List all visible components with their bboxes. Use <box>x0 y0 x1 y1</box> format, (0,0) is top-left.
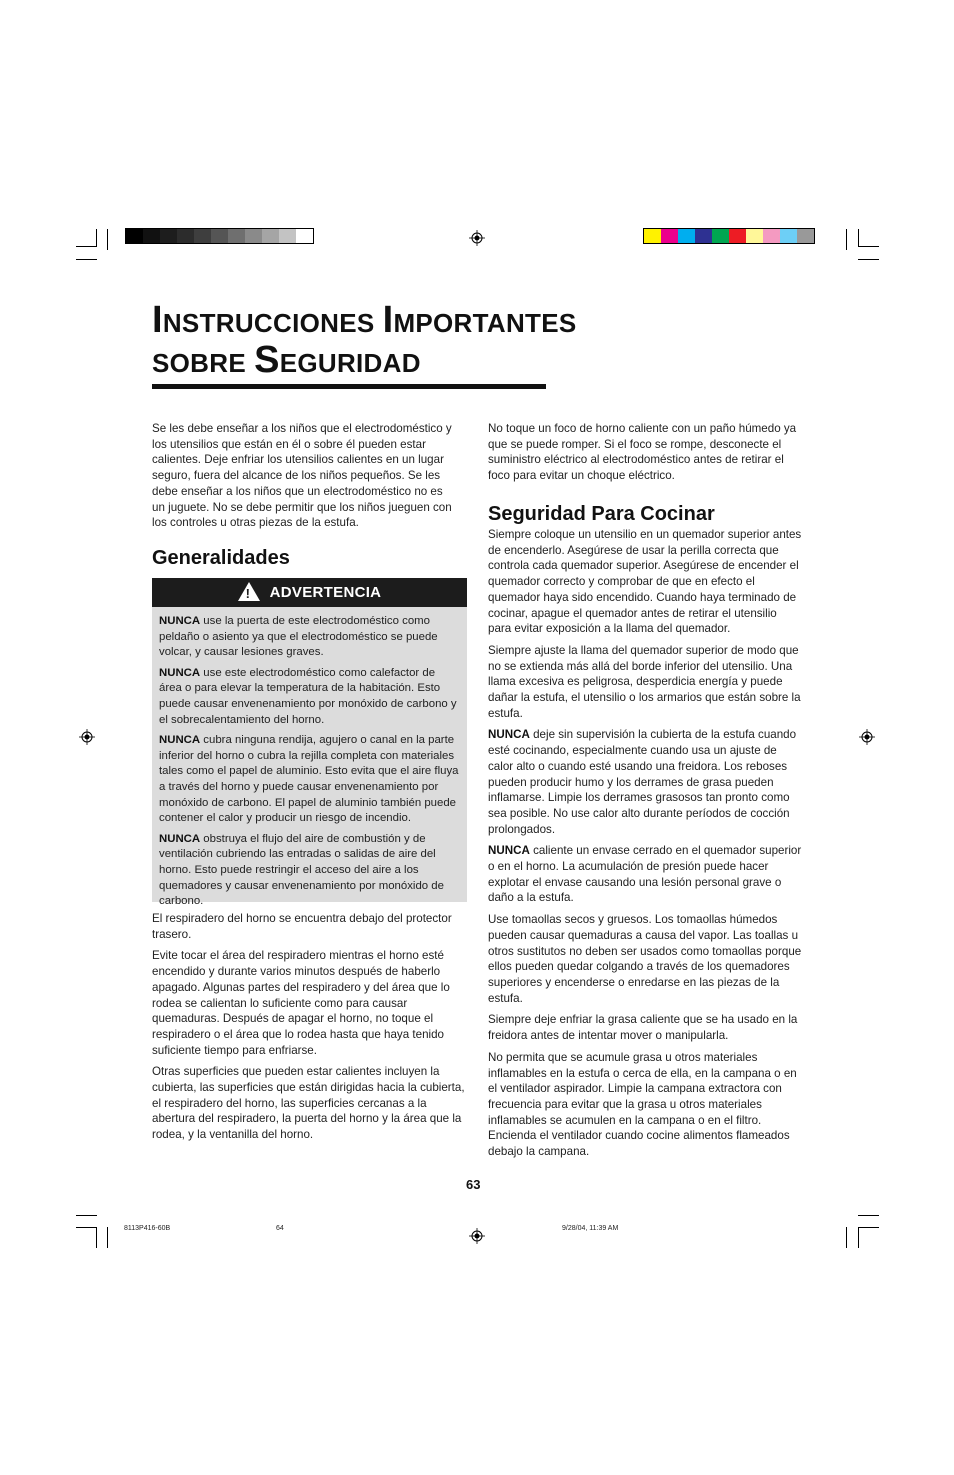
calibration-swatch <box>262 229 279 243</box>
body-paragraph: El respiradero del horno se encuentra debajo del protector trasero. <box>152 912 452 941</box>
body-paragraph: Siempre coloque un utensilio en un quemador superior antes de encenderlo. Asegúrese de usar la perilla correcta que controla cada quemador superior. Asegúrese de encender el quemador correcto y comprobar de que en efecto el quemador haya sido encendido. Cuando haya terminado de cocinar, apague el quemador antes de retirar el utensilio para evitar exposición a la llama del quemador. <box>488 528 802 636</box>
title-underline <box>152 384 546 389</box>
crop-mark <box>858 1215 879 1216</box>
color-calibration-bar <box>643 228 815 244</box>
calibration-swatch <box>780 229 797 243</box>
crop-mark <box>96 229 97 247</box>
footer-date: 9/28/04, 11:39 AM <box>562 1225 619 1232</box>
warning-label: ADVERTENCIA <box>269 584 382 601</box>
warning-item: NUNCA use este electrodoméstico como calefactor de área o para elevar la temperatura de la habitación. Esto puede causar envenenamiento por monóxido de carbono y el sobrecalentamiento del horno. <box>159 666 457 726</box>
crop-mark <box>96 1227 97 1248</box>
left-column-body <box>152 911 466 1149</box>
calibration-swatch <box>661 229 678 243</box>
registration-mark-icon <box>469 230 485 246</box>
calibration-swatch <box>712 229 729 243</box>
calibration-swatch <box>228 229 245 243</box>
footer-page: 64 <box>276 1225 284 1232</box>
page-number: 63 <box>466 1177 481 1192</box>
warning-box <box>152 578 467 908</box>
body-paragraph: NUNCA deje sin supervisión la cubierta de la estufa cuando esté cocinando, especialmente cuando usa un ajuste de calor alto o cuando esté usando una freidora. Los reboses pueden producir humo y los derrames de grasa pueden inflamarse. Limpie los derrames grasosos tan pronto como sea posible. No use calor alto durante períodos de cocción prolongados. <box>488 728 797 836</box>
warning-body <box>152 607 467 910</box>
calibration-swatch <box>678 229 695 243</box>
crop-mark <box>107 229 108 250</box>
left-section-heading <box>152 546 462 570</box>
left-column-intro <box>152 421 457 537</box>
crop-mark <box>858 229 859 247</box>
registration-mark-icon <box>469 1228 485 1244</box>
warning-item: NUNCA cubra ninguna rendija, agujero o canal en la parte inferior del horno o cubra la rejilla completa con materiales tales como el papel de aluminio. Esto evita que el aire fluya a través del horno y puede causar envenenamiento por monóxido de carbono. El papel de aluminio también puede contener el calor y producir un riesgo de incendio. <box>159 734 459 825</box>
body-paragraph: No permita que se acumule grasa u otros materiales inflamables en la estufa o cerca de ella, en la campana o en el ventilador aspirador. Limpie la campana extractora con frecuencia para evitar que la grasa u otros materiales inflamables se acumulen en la campana o en el filtro. Encienda el ventilador cuando cocine alimentos flameados debajo la campana. <box>488 1050 797 1159</box>
warning-item: NUNCA use la puerta de este electrodoméstico como peldaño o asiento ya que el electrodoméstico se puede volcar, y causar lesiones graves. <box>159 615 438 659</box>
calibration-swatch <box>695 229 712 243</box>
calibration-swatch <box>729 229 746 243</box>
crop-mark <box>858 259 879 260</box>
crop-mark <box>846 1227 847 1248</box>
calibration-swatch <box>763 229 780 243</box>
calibration-swatch <box>797 229 814 243</box>
calibration-swatch <box>211 229 228 243</box>
calibration-swatch <box>126 229 143 243</box>
section-heading-generalidades: Generalidades <box>152 547 290 569</box>
right-column-intro <box>488 421 806 490</box>
calibration-swatch <box>160 229 177 243</box>
crop-mark <box>76 1215 97 1216</box>
calibration-swatch <box>177 229 194 243</box>
calibration-swatch <box>746 229 763 243</box>
warning-triangle-icon: ! <box>238 582 260 601</box>
calibration-swatch <box>194 229 211 243</box>
crop-mark <box>76 246 97 247</box>
calibration-swatch <box>644 229 661 243</box>
body-paragraph: NUNCA caliente un envase cerrado en el quemador superior o en el horno. La acumulación de presión puede hacer explotar el envase causando una lesión personal grave o daño a la estufa. <box>488 844 802 905</box>
registration-mark-icon <box>859 729 875 745</box>
body-paragraph: Otras superficies que pueden estar calientes incluyen la cubierta, las superficies que están dirigidas hacia la cubierta, el respiradero del horno, las superficies cercanas a la abertura del respiradero, la puerta del horno y la área que la rodea, y la ventanilla del horno. <box>152 1065 465 1142</box>
body-paragraph: Siempre deje enfriar la grasa caliente que se ha usado en la freidora antes de intentar mover o manipularla. <box>488 1013 798 1043</box>
crop-mark <box>858 1227 879 1228</box>
registration-mark-icon <box>79 729 95 745</box>
body-paragraph: Siempre ajuste la llama del quemador superior de modo que no se extienda más allá del borde inferior del utensilio. Una llama excesiva es peligrosa, desperdicia energía y puede dañar la estufa, el utensilio o los armarios que están sobre la estufa. <box>488 643 801 720</box>
section-heading-seguridad-para-cocinar: Seguridad Para Cocinar <box>488 503 715 525</box>
calibration-swatch <box>296 229 313 243</box>
calibration-swatch <box>279 229 296 243</box>
intro-paragraph: Se les debe enseñar a los niños que el electrodoméstico y los utensilios que están en él o sobre él pueden estar calientes. Deje enfriar los utensilios calientes en un lugar seguro, fuera del alcance de los niños pequeños. Se les debe enseñar a los niños que un electrodoméstico no es un juguete. No se debe permitir que los niños jueguen con los controles u otras piezas de la estufa. <box>152 422 452 530</box>
warning-item: NUNCA obstruya el flujo del aire de combustión y de ventilación cubriendo las entradas o salidas de aire del horno. Esto puede restringir el acceso del aire a los quemadores y causar envenenamiento por monóxido de carbono. <box>159 832 444 908</box>
crop-mark <box>107 1227 108 1248</box>
crop-mark <box>76 259 97 260</box>
body-paragraph: Use tomaollas secos y gruesos. Los tomaollas húmedos pueden causar quemaduras a causa del vapor. Las toallas u otros sustitutos no deben ser usados como tomaollas porque ellos pueden quedar colgando a través de los quemadores superiores y encenderse o enredarse en las piezas de la estufa. <box>488 913 802 1005</box>
calibration-swatch <box>245 229 262 243</box>
gray-calibration-bar <box>125 228 314 244</box>
intro-paragraph: No toque un foco de horno caliente con un paño húmedo ya que se puede romper. Si el foco se rompe, desconecte el suministro eléctrico al electrodoméstico antes de retirar el foco para evitar un choque eléctrico. <box>488 422 797 483</box>
body-paragraph: Evite tocar el área del respiradero mientras el horno esté encendido y durante varios minutos después de haberlo apagado. Algunas partes del respiradero y del área que lo rodea se calientan lo suficiente como para causar quemaduras. Después de apagar el horno, no toque el respiradero o el área que lo rodea hasta que haya tenido suficiente tiempo para enfriarse. <box>152 949 450 1057</box>
warning-header <box>152 578 467 607</box>
calibration-swatch <box>143 229 160 243</box>
page-title: INSTRUCCIONES IMPORTANTES SOBRE SEGURIDAD <box>152 299 577 381</box>
crop-mark <box>858 1227 859 1248</box>
crop-mark <box>858 246 879 247</box>
crop-mark <box>846 229 847 250</box>
crop-mark <box>76 1227 97 1228</box>
right-column-body <box>488 502 802 1166</box>
footer-job-code: 8113P416-60B <box>124 1225 171 1232</box>
